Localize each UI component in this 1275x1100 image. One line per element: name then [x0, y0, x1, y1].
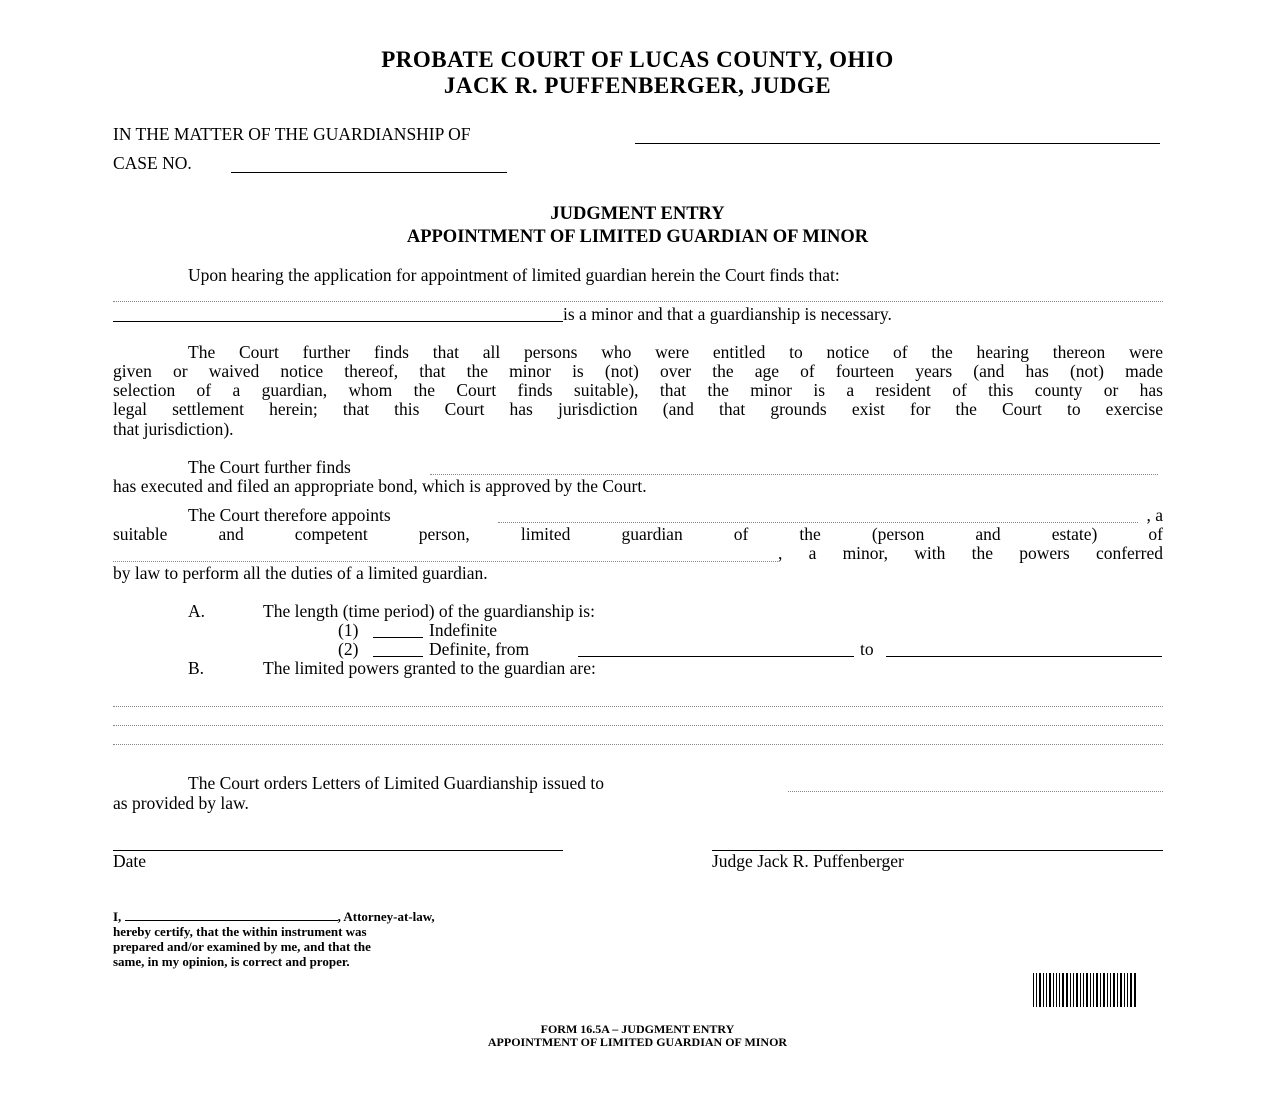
- findings-line: legal settlement herein; that this Court has jurisdiction (and that grounds exist for the Court to exercise: [113, 399, 1163, 419]
- barcode-bar: [1053, 973, 1054, 1007]
- barcode-bar: [1056, 973, 1057, 1007]
- powers-field-3[interactable]: [113, 744, 1163, 745]
- barcode-bar: [1062, 973, 1064, 1007]
- minor-statement: is a minor and that a guardianship is necessary.: [563, 304, 892, 324]
- matter-label: IN THE MATTER OF THE GUARDIANSHIP OF: [113, 124, 471, 144]
- barcode-bar: [1036, 973, 1037, 1007]
- barcode-bar: [1103, 973, 1105, 1007]
- attorney-line-1: [113, 909, 435, 924]
- barcode-bar: [1070, 973, 1071, 1007]
- letters-recipient-field[interactable]: [788, 791, 1163, 792]
- barcode-bar: [1033, 973, 1034, 1007]
- barcode-bar: [1076, 973, 1078, 1007]
- intro-text: Upon hearing the application for appointment of limited guardian herein the Court finds that:: [188, 265, 840, 285]
- barcode-bar: [1039, 973, 1041, 1007]
- barcode-bar: [1096, 973, 1098, 1007]
- judge-signature-label: Judge Jack R. Puffenberger: [712, 851, 904, 871]
- attorney-line-3: prepared and/or examined by me, and that the: [113, 939, 371, 954]
- letters-text: The Court orders Letters of Limited Guardianship issued to: [188, 773, 605, 793]
- suitable-text: suitable and competent person, limited guardian of the (person and estate) of: [113, 524, 1163, 544]
- option-2-text: Definite, from: [429, 639, 530, 659]
- powers-field-1[interactable]: [113, 706, 1163, 707]
- attorney-line-4: same, in my opinion, is correct and proper.: [113, 954, 350, 969]
- powers-field-2[interactable]: [113, 725, 1163, 726]
- barcode-bar: [1120, 973, 1122, 1007]
- barcode-bar: [1086, 973, 1088, 1007]
- barcode-bar: [1059, 973, 1060, 1007]
- entry-subtitle: APPOINTMENT OF LIMITED GUARDIAN OF MINOR: [406, 227, 869, 247]
- to-label: to: [860, 639, 874, 659]
- date-signature-line[interactable]: [113, 850, 563, 851]
- option-2-checkline[interactable]: [373, 656, 423, 657]
- attorney-line-2: hereby certify, that the within instrument was: [113, 924, 367, 939]
- by-law-text: by law to perform all the duties of a limited guardian.: [113, 563, 488, 583]
- minor-name-field-1[interactable]: [113, 301, 1163, 302]
- further-finds-text: The Court further finds: [188, 457, 351, 477]
- from-date-field[interactable]: [578, 656, 854, 657]
- item-a-text: The length (time period) of the guardianship is:: [263, 601, 595, 621]
- option-1-number: (1): [338, 620, 359, 640]
- date-label: Date: [113, 851, 147, 871]
- court-name: PROBATE COURT OF LUCAS COUNTY, OHIO: [381, 47, 894, 72]
- as-provided-text: as provided by law.: [113, 793, 249, 813]
- minor-powers-text: , a minor, with the powers conferred: [778, 543, 1163, 563]
- barcode-bar: [1083, 973, 1084, 1007]
- barcode-bar: [1134, 973, 1136, 1007]
- ward-name-field[interactable]: [113, 561, 778, 562]
- barcode-bar: [1124, 973, 1125, 1007]
- form-title: APPOINTMENT OF LIMITED GUARDIAN OF MINOR: [487, 1035, 788, 1049]
- item-b-label: B.: [188, 658, 205, 678]
- bond-text: has executed and filed an appropriate bond, which is approved by the Court.: [113, 476, 647, 496]
- case-number-field[interactable]: [231, 172, 507, 173]
- option-1-checkline[interactable]: [373, 637, 423, 638]
- case-label: CASE NO.: [113, 153, 192, 173]
- barcode-bar: [1090, 973, 1091, 1007]
- barcode-bar: [1130, 973, 1132, 1007]
- guardian-name-field[interactable]: [498, 522, 1138, 523]
- attorney-prefix: I,: [113, 909, 122, 924]
- barcode-bar: [1046, 973, 1047, 1007]
- to-date-field[interactable]: [886, 656, 1162, 657]
- item-b-text: The limited powers granted to the guardian are:: [263, 658, 596, 678]
- minor-name-field-2[interactable]: [113, 321, 563, 322]
- findings-line: that jurisdiction).: [113, 419, 234, 439]
- entry-title: JUDGMENT ENTRY: [550, 204, 725, 224]
- barcode-bar: [1107, 973, 1108, 1007]
- attorney-name-field[interactable]: [125, 909, 338, 921]
- barcode-bar: [1049, 973, 1051, 1007]
- barcode: [1033, 973, 1138, 1007]
- option-1-text: Indefinite: [429, 620, 498, 640]
- findings-line: selection of a guardian, whom the Court finds suitable), that the minor is a resident of this county or has: [113, 380, 1163, 400]
- bond-name-field[interactable]: [430, 474, 1158, 475]
- barcode-bar: [1110, 973, 1111, 1007]
- barcode-bar: [1066, 973, 1068, 1007]
- barcode-bar: [1073, 973, 1074, 1007]
- attorney-suffix: , Attorney-at-law,: [337, 909, 435, 924]
- barcode-bar: [1113, 973, 1115, 1007]
- guardianship-name-field[interactable]: [635, 143, 1160, 144]
- barcode-bar: [1093, 973, 1094, 1007]
- form-number: FORM 16.5A – JUDGMENT ENTRY: [540, 1022, 735, 1036]
- option-2-number: (2): [338, 639, 359, 659]
- findings-line: The Court further finds that all persons who were entitled to notice of the hearing thereon were: [188, 342, 1163, 362]
- judge-name: JACK R. PUFFENBERGER, JUDGE: [443, 73, 832, 98]
- barcode-bar: [1080, 973, 1081, 1007]
- appoints-suffix: , a: [1146, 505, 1163, 525]
- appoints-text: The Court therefore appoints: [188, 505, 391, 525]
- item-a-label: A.: [188, 601, 206, 621]
- barcode-bar: [1127, 973, 1128, 1007]
- barcode-bar: [1043, 973, 1044, 1007]
- barcode-bar: [1100, 973, 1101, 1007]
- barcode-bar: [1117, 973, 1118, 1007]
- findings-line: given or waived notice thereof, that the minor is (not) over the age of fourteen years (and has (not) made: [113, 361, 1163, 381]
